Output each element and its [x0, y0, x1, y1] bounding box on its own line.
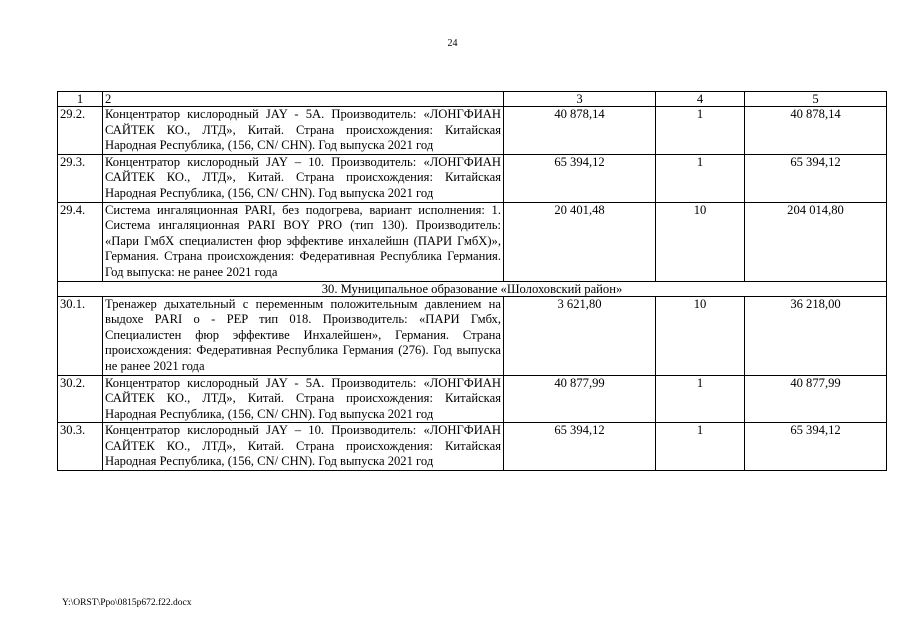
table-row	[58, 202, 887, 281]
quantity: 1	[656, 107, 745, 155]
total-amount: 40 878,14	[745, 107, 887, 155]
file-path-footer: Y:\ORST\Ppo\0815p672.f22.docx	[62, 598, 192, 608]
unit-price: 3 621,80	[504, 296, 656, 375]
table-row	[58, 423, 887, 471]
quantity: 1	[656, 423, 745, 471]
item-description: Концентратор кислородный JAY - 5А. Производитель: «ЛОНГФИАН САЙТЕК КО., ЛТД», Китай. Страна происхождения: Китайская Народная Республика, (156, CN/ CHN). Год выпуска 2021 год	[103, 107, 504, 155]
row-number: 30.3.	[58, 423, 103, 471]
item-description: Концентратор кислородный JAY – 10. Производитель: «ЛОНГФИАН САЙТЕК КО., ЛТД», Китай. Страна происхождения: Китайская Народная Республика, (156, CN/ CHN). Год выпуска 2021 год	[103, 423, 504, 471]
quantity: 10	[656, 202, 745, 281]
table-header-row	[58, 92, 887, 107]
header-cell: 5	[745, 92, 887, 107]
header-cell: 2	[103, 92, 504, 107]
unit-price: 40 878,14	[504, 107, 656, 155]
total-amount: 65 394,12	[745, 423, 887, 471]
quantity: 10	[656, 296, 745, 375]
page-number: 24	[447, 38, 458, 49]
unit-price: 65 394,12	[504, 423, 656, 471]
item-description: Тренажер дыхательный с переменным положительным давлением на выдохе PARI o - PEP тип 018. Производитель: «ПАРИ Гмбх, Специалистен фюр эффективе Инхалейшен», Германия. Страна происхождения: Федеративная Республика Германия (276). Год выпуска не ранее 2021 года	[103, 296, 504, 375]
table-row	[58, 154, 887, 202]
total-amount: 65 394,12	[745, 154, 887, 202]
table-row	[58, 296, 887, 375]
equipment-table	[57, 91, 887, 471]
row-number: 29.3.	[58, 154, 103, 202]
row-number: 30.1.	[58, 296, 103, 375]
table-row	[58, 375, 887, 423]
quantity: 1	[656, 375, 745, 423]
quantity: 1	[656, 154, 745, 202]
section-title: 30. Муниципальное образование «Шолоховский район»	[58, 281, 887, 296]
row-number: 29.2.	[58, 107, 103, 155]
unit-price: 65 394,12	[504, 154, 656, 202]
total-amount: 36 218,00	[745, 296, 887, 375]
section-row	[58, 281, 887, 296]
header-cell: 1	[58, 92, 103, 107]
unit-price: 40 877,99	[504, 375, 656, 423]
header-cell: 4	[656, 92, 745, 107]
total-amount: 204 014,80	[745, 202, 887, 281]
row-number: 29.4.	[58, 202, 103, 281]
total-amount: 40 877,99	[745, 375, 887, 423]
row-number: 30.2.	[58, 375, 103, 423]
item-description: Система ингаляционная PARI, без подогрева, вариант исполнения: 1. Система ингаляционная PARI BOY PRO (тип 130). Производитель: «Пари ГмбХ специалистен фюр эффективе инхалейшн (ПАРИ ГмбХ)», Германия. Страна происхождения: Федеративная Республика Германия. Год выпуска: не ранее 2021 года	[103, 202, 504, 281]
unit-price: 20 401,48	[504, 202, 656, 281]
table-row	[58, 107, 887, 155]
header-cell: 3	[504, 92, 656, 107]
item-description: Концентратор кислородный JAY – 10. Производитель: «ЛОНГФИАН САЙТЕК КО., ЛТД», Китай. Страна происхождения: Китайская Народная Республика, (156, CN/ CHN). Год выпуска 2021 год	[103, 154, 504, 202]
item-description: Концентратор кислородный JAY - 5А. Производитель: «ЛОНГФИАН САЙТЕК КО., ЛТД», Китай. Страна происхождения: Китайская Народная Республика, (156, CN/ CHN). Год выпуска 2021 год	[103, 375, 504, 423]
